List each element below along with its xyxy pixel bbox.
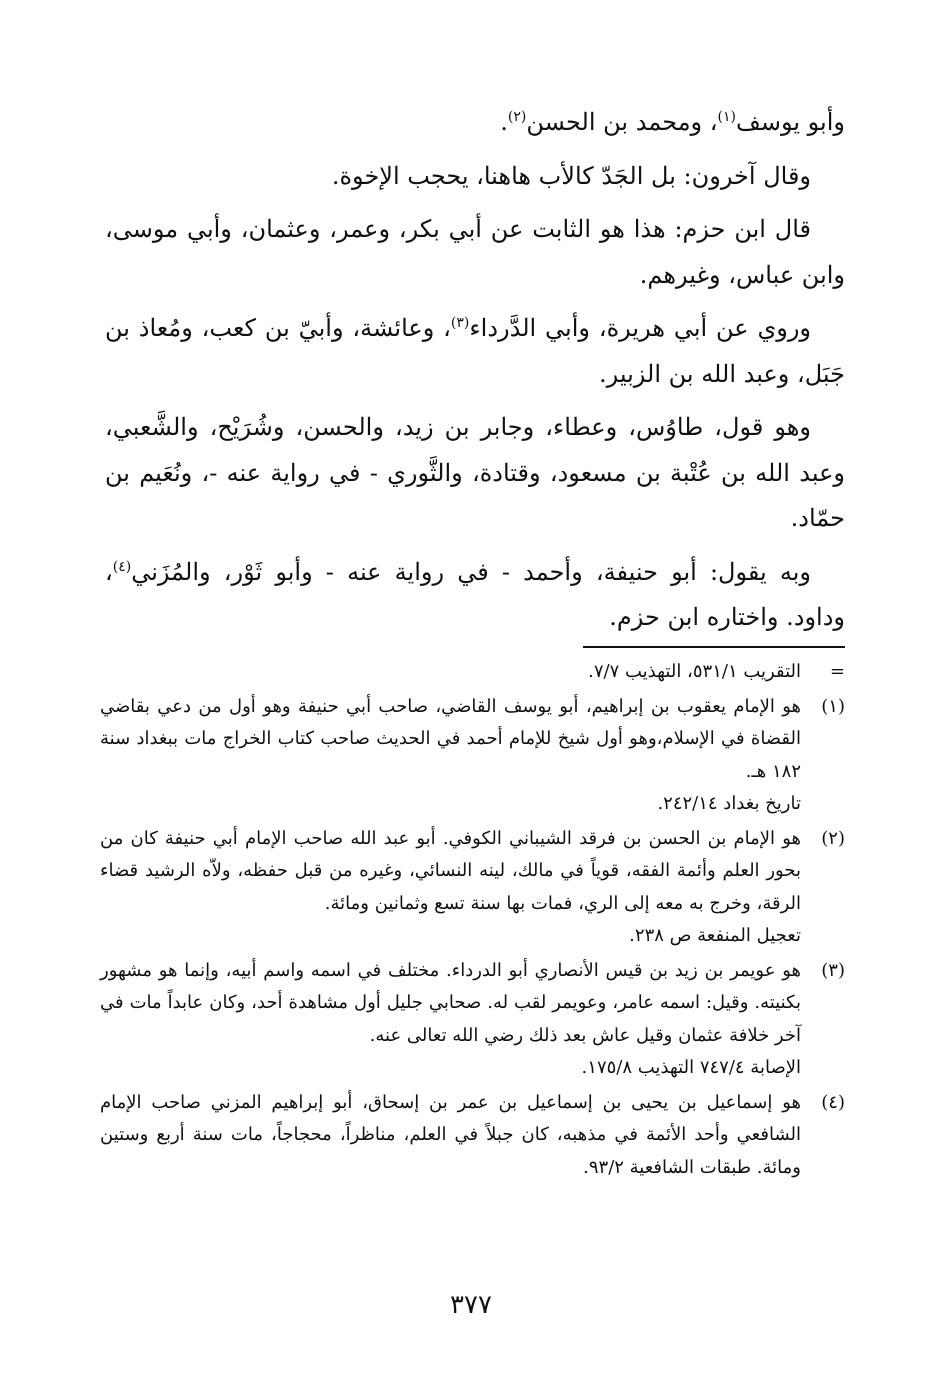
footnote-mark: (٣) bbox=[821, 959, 845, 981]
footnote-line: تعجيل المنفعة ص ٢٣٨. bbox=[629, 925, 801, 946]
footnote-mark: (٢) bbox=[821, 827, 845, 849]
text-run: ، وعائشة، وأبيّ بن كعب، ومُعاذ بن جَبَل، وعبد الله بن الزبير. bbox=[105, 314, 845, 388]
footnote-body bbox=[100, 955, 801, 1085]
paragraph bbox=[105, 550, 845, 641]
text-run: ، ومحمد بن الحسن bbox=[526, 108, 718, 136]
paragraph bbox=[105, 154, 845, 200]
footnote-line: هو إسماعيل بن يحيى بن إسماعيل بن عمر بن إسحاق، أبو إبراهيم المزني صاحب الإمام الشافعي وأحد الأئمة في مذهبه، كان جبلاً في العلم، مناظراً، محجاجاً، مات سنة أربع وستين ومائة. طبقات الشافعية ٩٣/٢. bbox=[100, 1091, 801, 1178]
footnote bbox=[100, 1087, 845, 1185]
text-run: وروي عن أبي هريرة، وأبي الدَّرداء bbox=[469, 314, 812, 342]
footnote-line: تاريخ بغداد ٢٤٢/١٤. bbox=[657, 793, 801, 814]
footnote-line: الإصابة ٧٤٧/٤ التهذيب ١٧٥/٨. bbox=[581, 1057, 801, 1078]
footnote bbox=[100, 823, 845, 953]
paragraph bbox=[105, 100, 845, 146]
text-run: وقال آخرون: بل الجَدّ كالأب هاهنا، يحجب الإخوة. bbox=[331, 161, 811, 190]
footnote-continuation bbox=[100, 656, 845, 689]
footnote-reference: (٢) bbox=[507, 109, 527, 125]
footnote-mark: = bbox=[829, 661, 845, 682]
text-run: وبه يقول: أبو حنيفة، وأحمد - في رواية عنه - وأبو ثَوْر، والمُزَني bbox=[131, 557, 811, 586]
footnote-body bbox=[100, 691, 801, 821]
text-run: وأبو يوسف bbox=[736, 108, 845, 136]
text-run: ، وداود. واختاره ابن حزم. bbox=[105, 557, 845, 631]
footnote-mark: (١) bbox=[821, 695, 845, 717]
footnote-mark: (٤) bbox=[821, 1091, 845, 1113]
footnote bbox=[100, 691, 845, 821]
footnote-separator bbox=[583, 646, 845, 648]
footnote-body bbox=[100, 656, 801, 689]
main-text bbox=[105, 100, 845, 649]
footnote-reference: (١) bbox=[717, 109, 736, 125]
footnote-body bbox=[100, 1087, 801, 1185]
text-run: . bbox=[500, 108, 508, 136]
footnote-line: هو الإمام بن الحسن بن فرقد الشيباني الكوفي. أبو عبد الله صاحب الإمام أبي حنيفة كان من بحور العلم وأئمة الفقه، قوياً في مالك، لينه النسائي، وغيره من قبل حفظه، ولاّه الرشيد قضاء الرقة، وخرج به معه إلى الري، فمات بها سنة تسع وثمانين ومائة. bbox=[100, 827, 801, 914]
text-run: قال ابن حزم: هذا هو الثابت عن أبي بكر، وعمر، وعثمان، وأبي موسى، وابن عباس، وغيرهم. bbox=[105, 215, 845, 289]
paragraph bbox=[105, 306, 845, 397]
footnote-reference: (٤) bbox=[112, 558, 132, 575]
paragraph bbox=[105, 207, 845, 298]
text-run: وهو قول، طاوُس، وعطاء، وجابر بن زيد، والحسن، وشُرَيْح، والشَّعبي، وعبد الله بن عُتْبة بن مسعود، وقتادة، والثَّوري - في رواية عنه -، ونُعَيم بن حمّاد. bbox=[105, 413, 845, 532]
paragraph bbox=[105, 405, 845, 542]
footnote-line: هو الإمام يعقوب بن إبراهيم، أبو يوسف القاضي، صاحب أبي حنيفة وهو أول من دعي بقاضي القضاة في الإسلام،وهو أول شيخ للإمام أحمد في الحديث صاحب كتاب الخراج مات ببغداد سنة ١٨٢ هـ. bbox=[100, 695, 801, 782]
footnotes bbox=[100, 656, 845, 1186]
page-number: ٣٧٧ bbox=[450, 1290, 492, 1320]
footnote bbox=[100, 955, 845, 1085]
footnote-reference: (٣) bbox=[450, 315, 470, 331]
footnote-line: هو عويمر بن زيد بن قيس الأنصاري أبو الدرداء. مختلف في اسمه واسم أبيه، وإنما هو مشهور بكنيته. وقيل: اسمه عامر، وعويمر لقب له. صحابي جليل أول مشاهدة أحد، وكان عابداً مات في آخر خلافة عثمان وقيل عاش بعد ذلك رضي الله تعالى عنه. bbox=[100, 959, 801, 1046]
footnote-line: التقريب ٥٣١/١، التهذيب ٧/٧. bbox=[588, 661, 801, 682]
footnote-body bbox=[100, 823, 801, 953]
